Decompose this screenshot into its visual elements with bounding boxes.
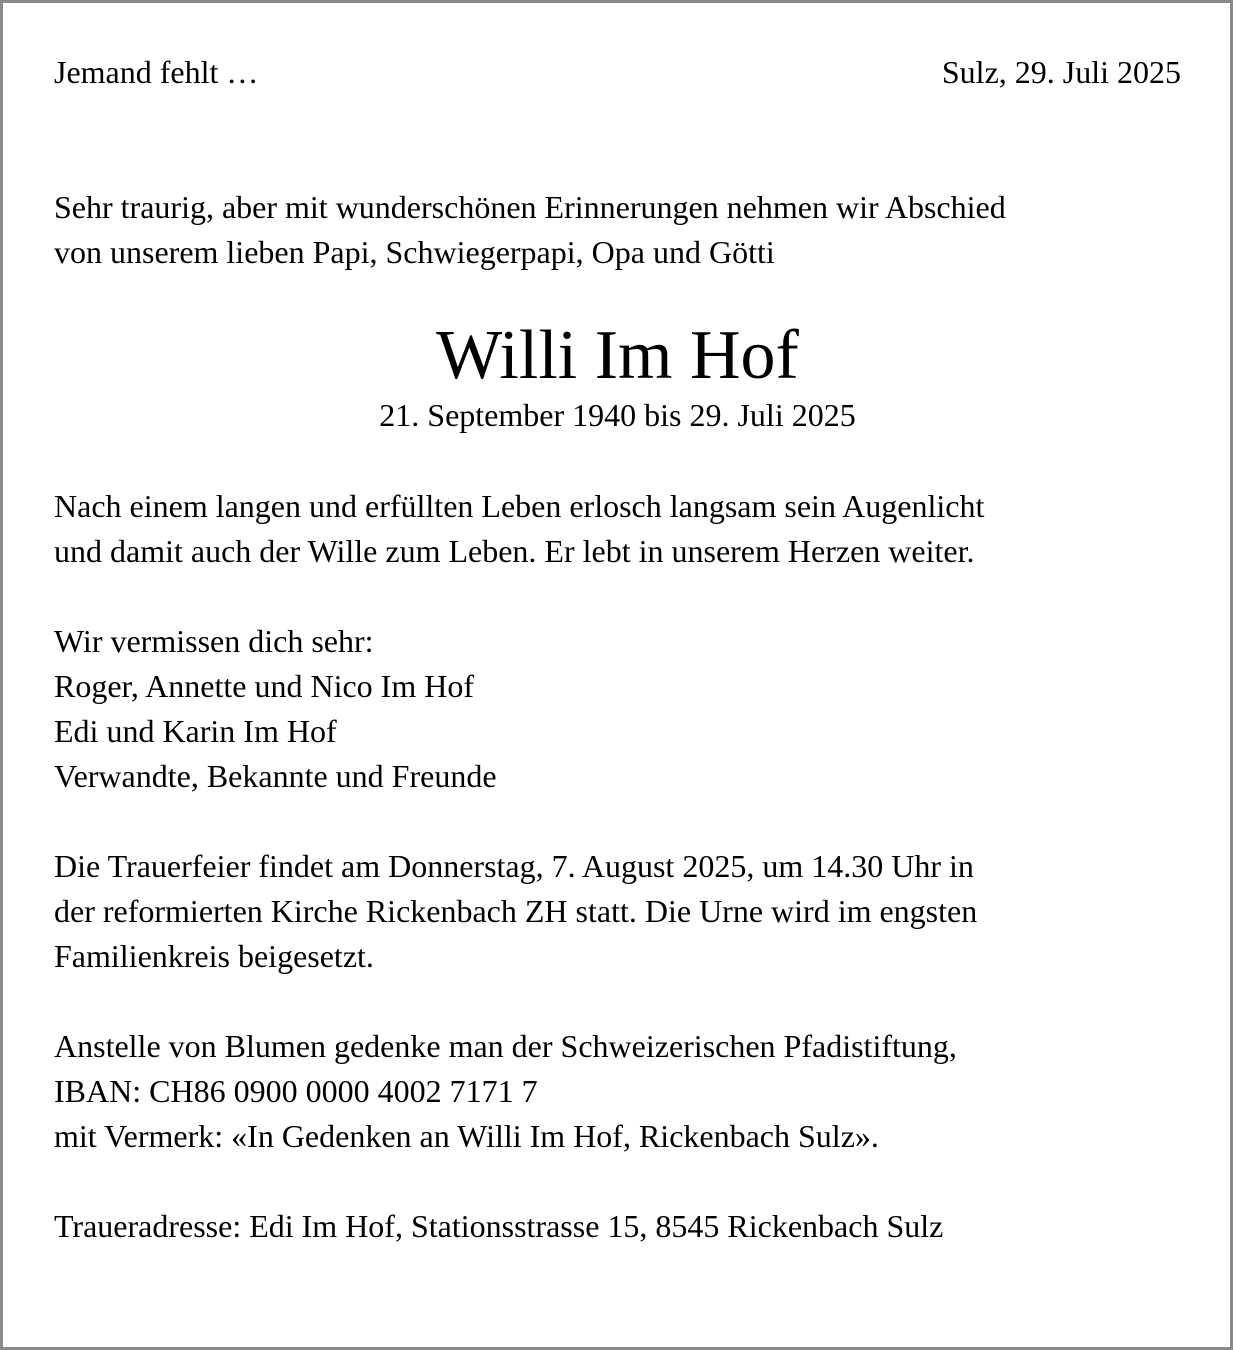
opening-phrase: Jemand fehlt …	[54, 54, 259, 90]
obituary-content	[54, 50, 1181, 1249]
donation-iban: IBAN: CH86 0900 0000 4002 7171 7	[54, 1073, 538, 1109]
deceased-block	[54, 317, 1181, 435]
life-text	[54, 484, 1181, 574]
donation-note: mit Vermerk: «In Gedenken an Willi Im Hof, Rickenbach Sulz».	[54, 1118, 879, 1154]
service-line: der reformierten Kirche Rickenbach ZH statt. Die Urne wird im engsten	[54, 893, 978, 929]
mourning-address	[54, 1204, 1181, 1249]
life-text-line: Nach einem langen und erfüllten Leben erlosch langsam sein Augenlicht	[54, 488, 985, 524]
life-dates: 21. September 1940 bis 29. Juli 2025	[379, 397, 856, 433]
intro-text	[54, 185, 1181, 275]
mourner-entry: Edi und Karin Im Hof	[54, 713, 337, 749]
deceased-name: Willi Im Hof	[436, 317, 799, 394]
service-line: Die Trauerfeier findet am Donnerstag, 7. August 2025, um 14.30 Uhr in	[54, 848, 974, 884]
intro-line: Sehr traurig, aber mit wunderschönen Erinnerungen nehmen wir Abschied	[54, 189, 1006, 225]
mourner-entry: Roger, Annette und Nico Im Hof	[54, 668, 474, 704]
service-info	[54, 844, 1181, 979]
header-row	[54, 50, 1181, 95]
life-text-line: und damit auch der Wille zum Leben. Er lebt in unserem Herzen weiter.	[54, 533, 975, 569]
mourners-heading: Wir vermissen dich sehr:	[54, 623, 374, 659]
address-line: Traueradresse: Edi Im Hof, Stationsstrasse 15, 8545 Rickenbach Sulz	[54, 1208, 944, 1244]
intro-line: von unserem lieben Papi, Schwiegerpapi, Opa und Götti	[54, 234, 775, 270]
service-line: Familienkreis beigesetzt.	[54, 938, 374, 974]
donation-info	[54, 1024, 1181, 1159]
place-and-date: Sulz, 29. Juli 2025	[941, 54, 1181, 90]
mourners-list	[54, 619, 1181, 799]
mourner-entry: Verwandte, Bekannte und Freunde	[54, 758, 497, 794]
donation-line: Anstelle von Blumen gedenke man der Schweizerischen Pfadistiftung,	[54, 1028, 957, 1064]
